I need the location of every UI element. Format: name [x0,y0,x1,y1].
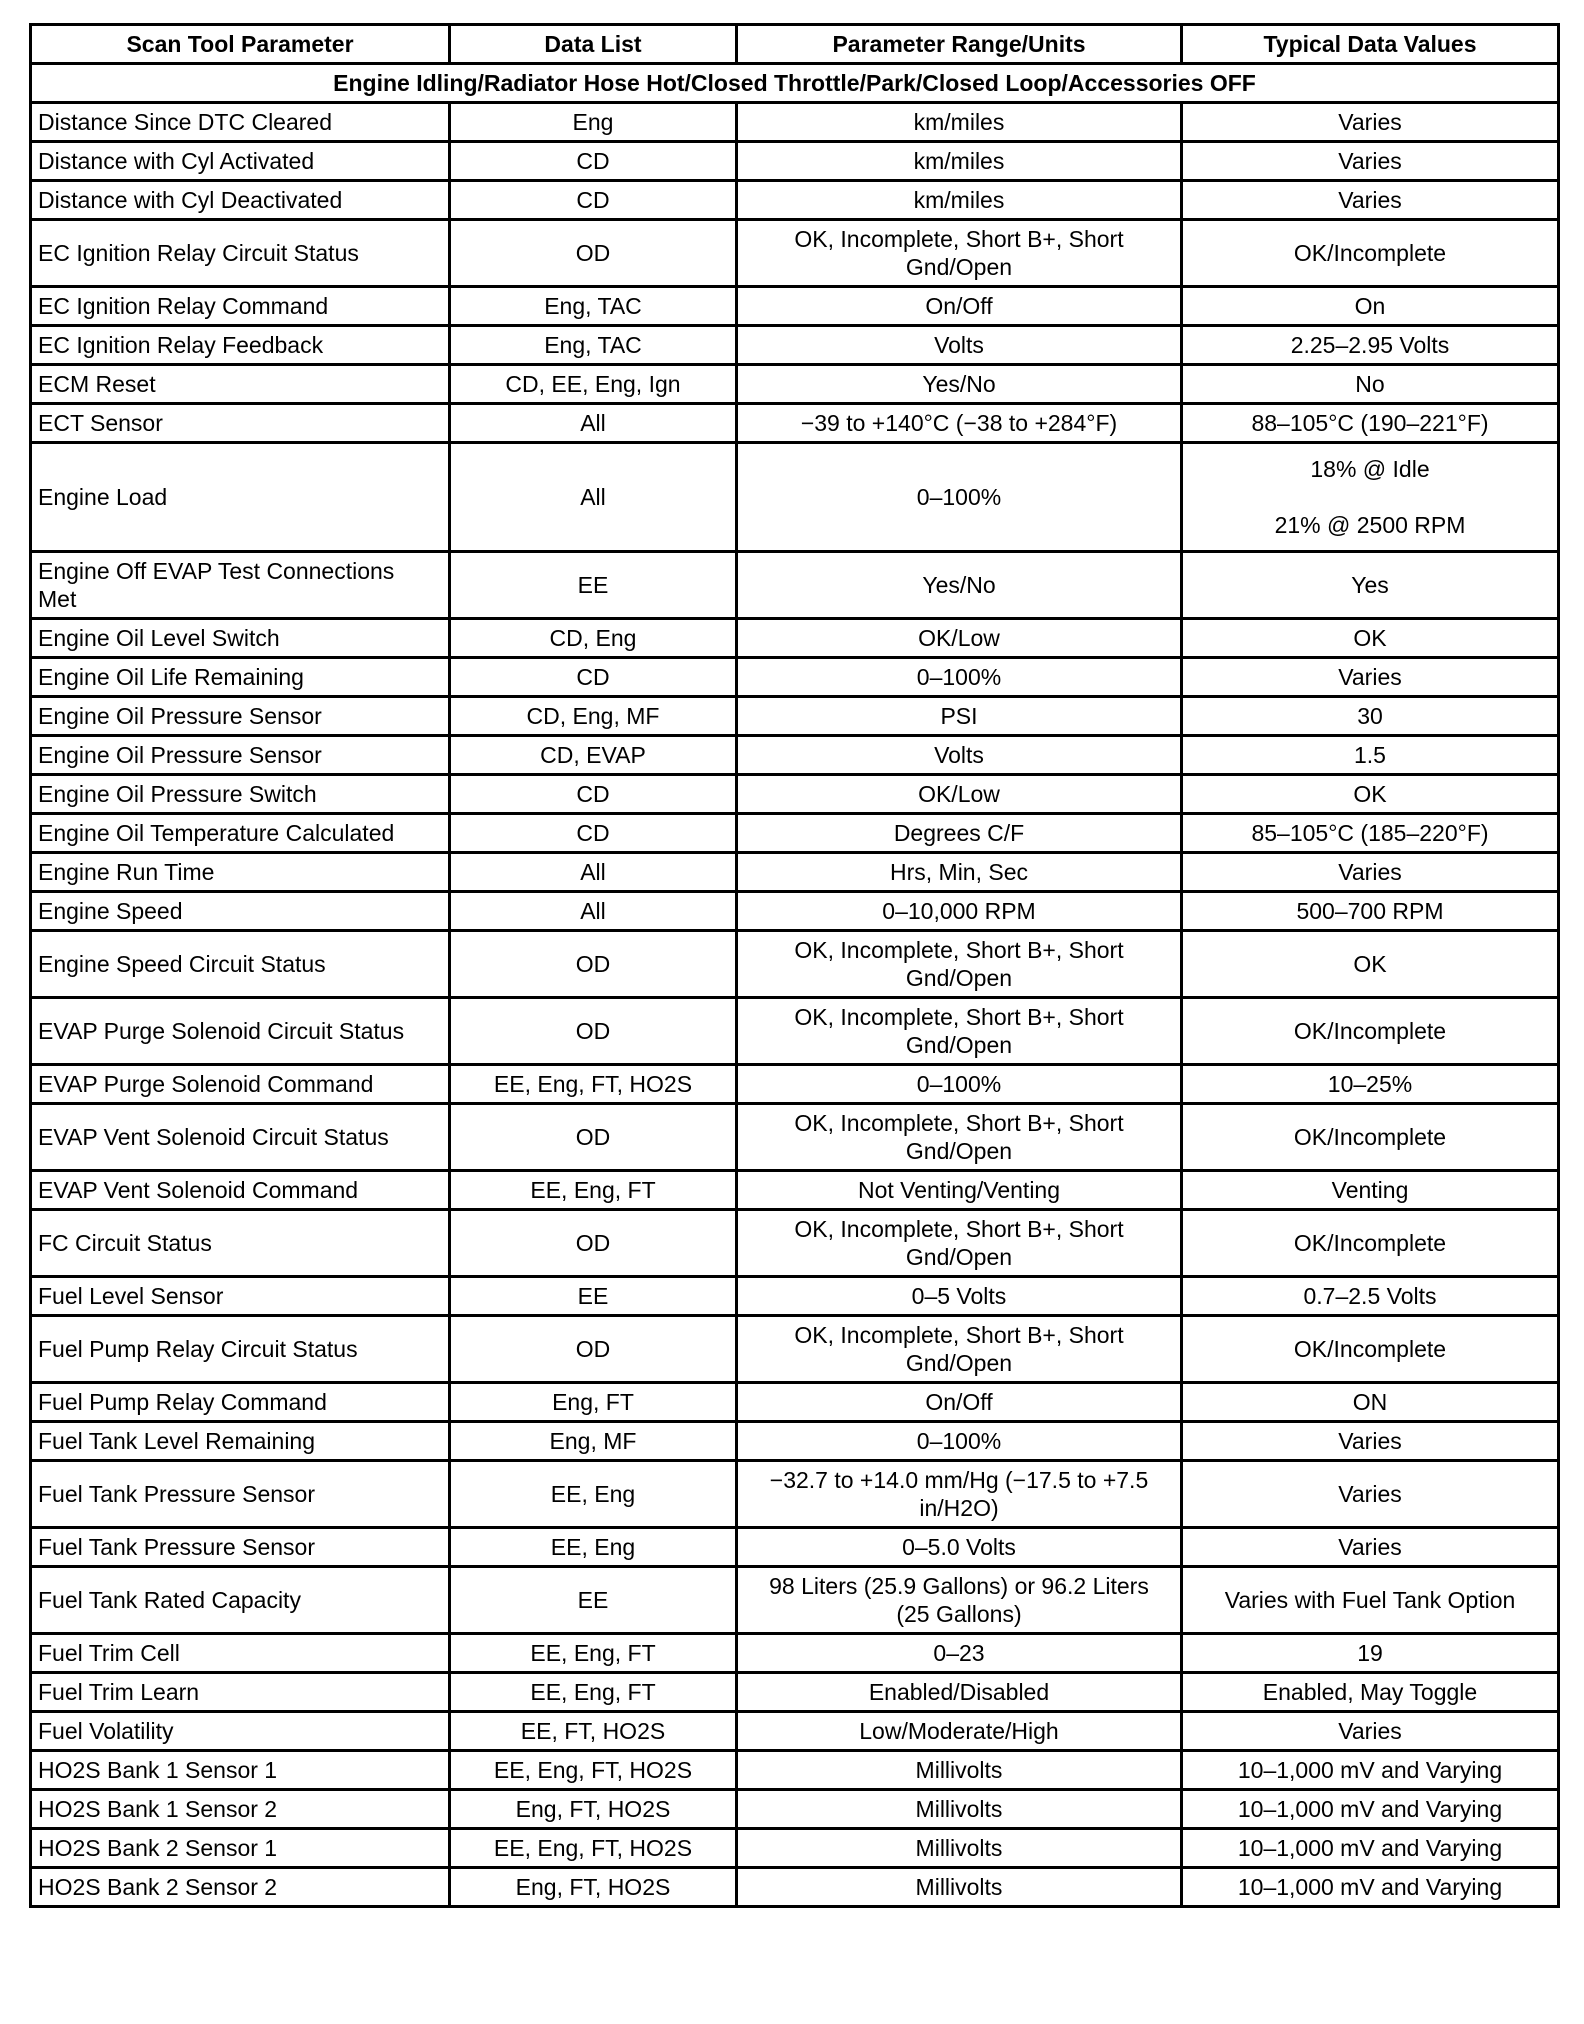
range-cell: PSI [737,697,1182,736]
data-list-cell: CD, EVAP [450,736,737,775]
parameter-cell: Fuel Tank Pressure Sensor [31,1461,450,1528]
parameter-cell: EC Ignition Relay Circuit Status [31,220,450,287]
data-list-cell: OD [450,931,737,998]
parameter-cell: Distance with Cyl Activated [31,142,450,181]
table-row [31,1104,1559,1171]
typical-value-cell: 10–1,000 mV and Varying [1182,1790,1559,1829]
table-row [31,1673,1559,1712]
range-cell: Yes/No [737,365,1182,404]
data-list-cell: CD [450,142,737,181]
data-list-cell: EE, Eng, FT [450,1634,737,1673]
typical-value-cell: Varies [1182,1528,1559,1567]
header-typical-values: Typical Data Values [1182,25,1559,64]
typical-value-cell: 1.5 [1182,736,1559,775]
table-row [31,1277,1559,1316]
parameter-cell: Engine Speed Circuit Status [31,931,450,998]
table-row [31,443,1559,552]
parameter-cell: ECT Sensor [31,404,450,443]
typical-value-cell: 18% @ Idle 21% @ 2500 RPM [1182,443,1559,552]
table-row [31,775,1559,814]
table-row [31,1790,1559,1829]
data-list-cell: CD, Eng, MF [450,697,737,736]
data-list-cell: OD [450,220,737,287]
range-cell: km/miles [737,181,1182,220]
data-list-cell: EE [450,1277,737,1316]
parameter-cell: Engine Run Time [31,853,450,892]
data-list-cell: CD [450,658,737,697]
typical-value-cell: Varies [1182,1712,1559,1751]
data-list-cell: CD, EE, Eng, Ign [450,365,737,404]
table-row [31,103,1559,142]
parameter-cell: Engine Oil Life Remaining [31,658,450,697]
table-row [31,287,1559,326]
range-cell: 0–10,000 RPM [737,892,1182,931]
range-cell: Not Venting/Venting [737,1171,1182,1210]
typical-value-cell: Venting [1182,1171,1559,1210]
parameter-cell: Fuel Tank Level Remaining [31,1422,450,1461]
parameter-cell: Engine Oil Pressure Sensor [31,736,450,775]
data-list-cell: Eng, FT, HO2S [450,1868,737,1907]
typical-value-cell: Varies [1182,142,1559,181]
table-row [31,814,1559,853]
range-cell: On/Off [737,1383,1182,1422]
range-cell: OK/Low [737,619,1182,658]
parameter-cell: EC Ignition Relay Command [31,287,450,326]
typical-value-cell: OK [1182,775,1559,814]
range-cell: 0–100% [737,658,1182,697]
table-row [31,326,1559,365]
parameter-cell: Engine Load [31,443,450,552]
parameter-cell: Engine Oil Pressure Switch [31,775,450,814]
data-list-cell: EE, FT, HO2S [450,1712,737,1751]
range-cell: Degrees C/F [737,814,1182,853]
range-cell: Low/Moderate/High [737,1712,1182,1751]
data-list-cell: Eng, FT [450,1383,737,1422]
table-row [31,1210,1559,1277]
range-cell: −32.7 to +14.0 mm/Hg (−17.5 to +7.5 in/H2O) [737,1461,1182,1528]
typical-value-cell: Varies [1182,658,1559,697]
table-row [31,658,1559,697]
data-list-cell: EE, Eng [450,1461,737,1528]
typical-value-cell: OK/Incomplete [1182,1210,1559,1277]
range-cell: 0–100% [737,1065,1182,1104]
header-row [31,25,1559,64]
range-cell: OK, Incomplete, Short B+, Short Gnd/Open [737,1210,1182,1277]
data-list-cell: EE, Eng, FT, HO2S [450,1065,737,1104]
section-condition: Engine Idling/Radiator Hose Hot/Closed Throttle/Park/Closed Loop/Accessories OFF [31,64,1559,103]
data-list-cell: CD [450,814,737,853]
table-row [31,181,1559,220]
range-cell: Yes/No [737,552,1182,619]
data-list-cell: EE, Eng [450,1528,737,1567]
parameter-cell: EVAP Purge Solenoid Command [31,1065,450,1104]
range-cell: km/miles [737,103,1182,142]
parameter-cell: Fuel Volatility [31,1712,450,1751]
data-list-cell: Eng, MF [450,1422,737,1461]
data-list-cell: OD [450,1210,737,1277]
range-cell: Volts [737,736,1182,775]
typical-value-cell: On [1182,287,1559,326]
typical-value-cell: OK/Incomplete [1182,998,1559,1065]
typical-value-cell: Varies [1182,853,1559,892]
table-row [31,892,1559,931]
parameter-cell: FC Circuit Status [31,1210,450,1277]
typical-value-cell: 85–105°C (185–220°F) [1182,814,1559,853]
data-list-cell: OD [450,1316,737,1383]
range-cell: OK, Incomplete, Short B+, Short Gnd/Open [737,1316,1182,1383]
data-list-cell: All [450,853,737,892]
data-list-cell: All [450,892,737,931]
range-cell: 0–100% [737,1422,1182,1461]
table-row [31,1567,1559,1634]
range-cell: Millivolts [737,1829,1182,1868]
typical-value-cell: OK [1182,619,1559,658]
parameter-cell: EVAP Vent Solenoid Circuit Status [31,1104,450,1171]
table-row [31,619,1559,658]
parameter-cell: HO2S Bank 2 Sensor 2 [31,1868,450,1907]
parameter-cell: Fuel Tank Rated Capacity [31,1567,450,1634]
parameter-cell: Engine Off EVAP Test Connections Met [31,552,450,619]
table-row [31,1712,1559,1751]
data-list-cell: EE [450,552,737,619]
typical-value-cell: No [1182,365,1559,404]
data-list-cell: Eng, TAC [450,326,737,365]
typical-value-cell: 19 [1182,1634,1559,1673]
parameter-cell: Fuel Level Sensor [31,1277,450,1316]
typical-value-cell: Varies [1182,1422,1559,1461]
typical-value-cell: Varies [1182,181,1559,220]
data-list-cell: EE [450,1567,737,1634]
range-cell: Enabled/Disabled [737,1673,1182,1712]
typical-value-cell: Enabled, May Toggle [1182,1673,1559,1712]
table-row [31,1383,1559,1422]
table-row [31,1528,1559,1567]
data-list-cell: CD, Eng [450,619,737,658]
table-row [31,404,1559,443]
typical-value-cell: Varies [1182,103,1559,142]
range-cell: 0–100% [737,443,1182,552]
table-row [31,1422,1559,1461]
parameter-cell: Distance with Cyl Deactivated [31,181,450,220]
data-list-cell: CD [450,181,737,220]
parameter-cell: Engine Oil Level Switch [31,619,450,658]
table-row [31,1634,1559,1673]
parameter-cell: Fuel Trim Cell [31,1634,450,1673]
range-cell: OK, Incomplete, Short B+, Short Gnd/Open [737,998,1182,1065]
range-cell: OK/Low [737,775,1182,814]
data-list-cell: OD [450,1104,737,1171]
table-row [31,1065,1559,1104]
table-row [31,1829,1559,1868]
table-row [31,142,1559,181]
typical-value-cell: 0.7–2.5 Volts [1182,1277,1559,1316]
table-row [31,1868,1559,1907]
parameter-cell: HO2S Bank 1 Sensor 2 [31,1790,450,1829]
data-list-cell: EE, Eng, FT [450,1171,737,1210]
parameter-cell: Fuel Tank Pressure Sensor [31,1528,450,1567]
table-row [31,1461,1559,1528]
table-row [31,1316,1559,1383]
typical-value-cell: Varies with Fuel Tank Option [1182,1567,1559,1634]
table-row [31,1751,1559,1790]
range-cell: km/miles [737,142,1182,181]
parameter-cell: HO2S Bank 1 Sensor 1 [31,1751,450,1790]
data-list-cell: EE, Eng, FT, HO2S [450,1751,737,1790]
table-row [31,736,1559,775]
range-cell: Millivolts [737,1751,1182,1790]
table-row [31,1171,1559,1210]
typical-value-cell: 500–700 RPM [1182,892,1559,931]
parameter-cell: Engine Speed [31,892,450,931]
parameter-cell: Fuel Pump Relay Command [31,1383,450,1422]
parameter-cell: Fuel Pump Relay Circuit Status [31,1316,450,1383]
table-row [31,853,1559,892]
typical-value-cell: Yes [1182,552,1559,619]
typical-value-cell: 2.25–2.95 Volts [1182,326,1559,365]
typical-value-cell: OK/Incomplete [1182,1104,1559,1171]
table-row [31,697,1559,736]
data-list-cell: Eng [450,103,737,142]
data-list-cell: All [450,443,737,552]
parameter-cell: Engine Oil Temperature Calculated [31,814,450,853]
typical-value-cell: 10–1,000 mV and Varying [1182,1868,1559,1907]
table-row [31,931,1559,998]
data-list-cell: OD [450,998,737,1065]
parameter-cell: HO2S Bank 2 Sensor 1 [31,1829,450,1868]
parameter-cell: EVAP Purge Solenoid Circuit Status [31,998,450,1065]
typical-value-cell: ON [1182,1383,1559,1422]
typical-value-cell: OK [1182,931,1559,998]
parameter-cell: Fuel Trim Learn [31,1673,450,1712]
range-cell: Volts [737,326,1182,365]
typical-value-cell: OK/Incomplete [1182,1316,1559,1383]
data-list-cell: Eng, FT, HO2S [450,1790,737,1829]
range-cell: OK, Incomplete, Short B+, Short Gnd/Open [737,931,1182,998]
parameter-cell: EC Ignition Relay Feedback [31,326,450,365]
parameter-cell: Engine Oil Pressure Sensor [31,697,450,736]
range-cell: Millivolts [737,1868,1182,1907]
data-list-cell: EE, Eng, FT [450,1673,737,1712]
table-row [31,552,1559,619]
header-scan-tool-parameter: Scan Tool Parameter [31,25,450,64]
table-row [31,365,1559,404]
range-cell: −39 to +140°C (−38 to +284°F) [737,404,1182,443]
range-cell: 0–23 [737,1634,1182,1673]
range-cell: OK, Incomplete, Short B+, Short Gnd/Open [737,1104,1182,1171]
typical-value-cell: 88–105°C (190–221°F) [1182,404,1559,443]
typical-value-cell: 10–1,000 mV and Varying [1182,1829,1559,1868]
parameter-cell: EVAP Vent Solenoid Command [31,1171,450,1210]
typical-value-cell: 10–25% [1182,1065,1559,1104]
range-cell: Hrs, Min, Sec [737,853,1182,892]
range-cell: OK, Incomplete, Short B+, Short Gnd/Open [737,220,1182,287]
data-list-cell: All [450,404,737,443]
data-list-cell: EE, Eng, FT, HO2S [450,1829,737,1868]
typical-value-cell: Varies [1182,1461,1559,1528]
section-row [31,64,1559,103]
header-data-list: Data List [450,25,737,64]
table-row [31,220,1559,287]
parameter-cell: Distance Since DTC Cleared [31,103,450,142]
range-cell: Millivolts [737,1790,1182,1829]
scan-tool-data-table [29,23,1560,1908]
parameter-cell: ECM Reset [31,365,450,404]
range-cell: On/Off [737,287,1182,326]
range-cell: 0–5.0 Volts [737,1528,1182,1567]
range-cell: 98 Liters (25.9 Gallons) or 96.2 Liters (25 Gallons) [737,1567,1182,1634]
table-row [31,998,1559,1065]
data-list-cell: Eng, TAC [450,287,737,326]
header-parameter-range: Parameter Range/Units [737,25,1182,64]
data-list-cell: CD [450,775,737,814]
typical-value-cell: 30 [1182,697,1559,736]
typical-value-cell: 10–1,000 mV and Varying [1182,1751,1559,1790]
range-cell: 0–5 Volts [737,1277,1182,1316]
typical-value-cell: OK/Incomplete [1182,220,1559,287]
